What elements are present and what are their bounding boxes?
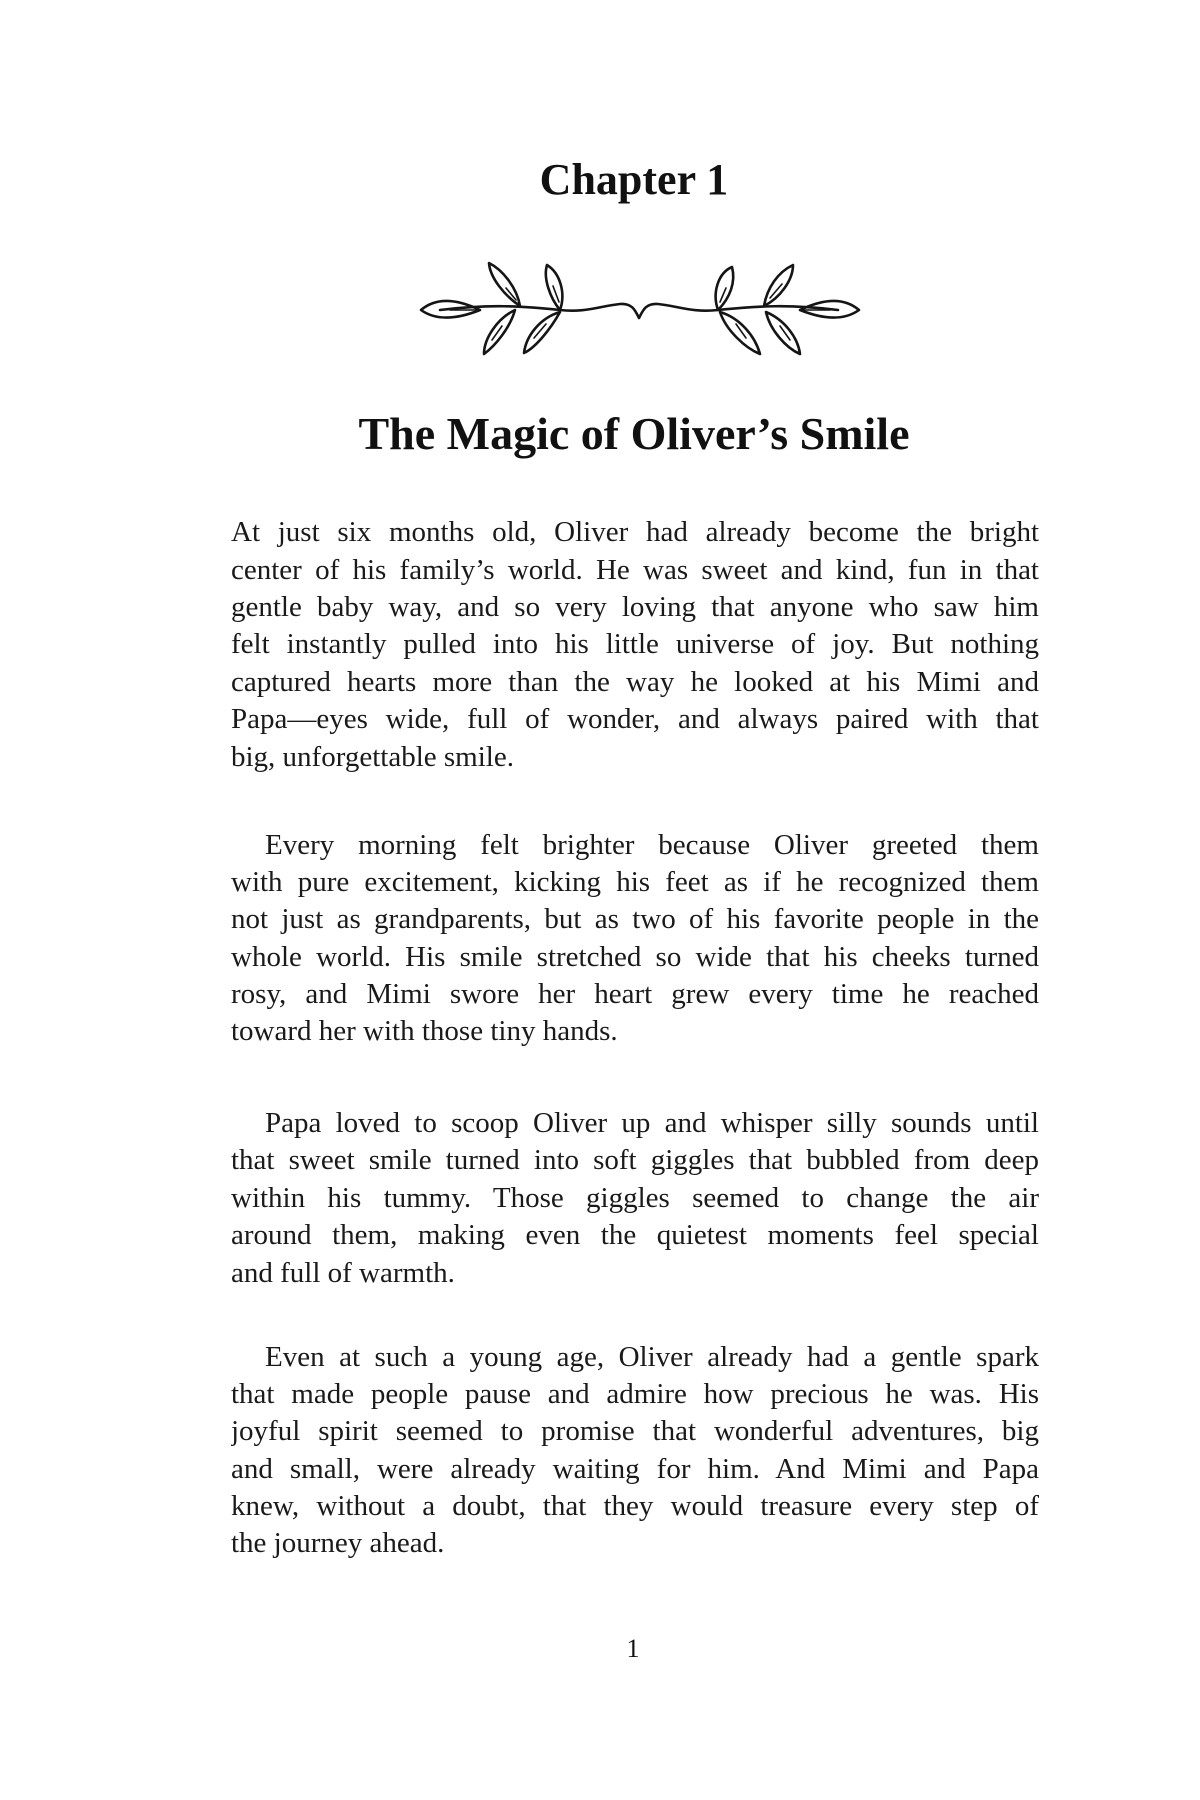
page-number: 1 [626, 1634, 640, 1663]
text-line: felt instantly pulled into his little universe of joy. But nothing [231, 628, 1039, 660]
text-line: gentle baby way, and so very loving that anyone who saw him [231, 591, 1039, 623]
text-line: and full of warmth. [231, 1257, 455, 1289]
text-line: Even at such a young age, Oliver already had a gentle spark [265, 1341, 1039, 1373]
text-line: center of his family’s world. He was sweet and kind, fun in that [231, 554, 1039, 586]
text-line: big, unforgettable smile. [231, 741, 514, 773]
text-line: the journey ahead. [231, 1527, 445, 1559]
text-line: At just six months old, Oliver had already become the bright [231, 516, 1039, 548]
text-line: toward her with those tiny hands. [231, 1015, 618, 1047]
text-line: Papa—eyes wide, full of wonder, and always paired with that [231, 703, 1039, 735]
text-line: and small, were already waiting for him. And Mimi and Papa [231, 1453, 1039, 1485]
text-line: around them, making even the quietest moments feel special [231, 1219, 1039, 1251]
text-line: with pure excitement, kicking his feet as if he recognized them [231, 866, 1039, 898]
text-line: not just as grandparents, but as two of his favorite people in the [231, 903, 1039, 935]
text-line: captured hearts more than the way he looked at his Mimi and [231, 666, 1039, 698]
text-line: that made people pause and admire how precious he was. His [231, 1378, 1039, 1410]
text-line: within his tummy. Those giggles seemed to change the air [231, 1182, 1039, 1214]
text-line: whole world. His smile stretched so wide that his cheeks turned [231, 941, 1039, 973]
text-line: joyful spirit seemed to promise that wonderful adventures, big [231, 1415, 1039, 1447]
text-line: knew, without a doubt, that they would treasure every step of [231, 1490, 1039, 1522]
chapter-title: The Magic of Oliver’s Smile [358, 408, 910, 459]
text-line: that sweet smile turned into soft giggles that bubbled from deep [231, 1144, 1039, 1176]
chapter-label: Chapter 1 [539, 155, 729, 204]
leaf-vine-divider-icon [410, 258, 890, 362]
text-line: Papa loved to scoop Oliver up and whisper silly sounds until [265, 1107, 1039, 1139]
text-line: Every morning felt brighter because Oliver greeted them [265, 829, 1039, 861]
text-line: rosy, and Mimi swore her heart grew every time he reached [231, 978, 1039, 1010]
